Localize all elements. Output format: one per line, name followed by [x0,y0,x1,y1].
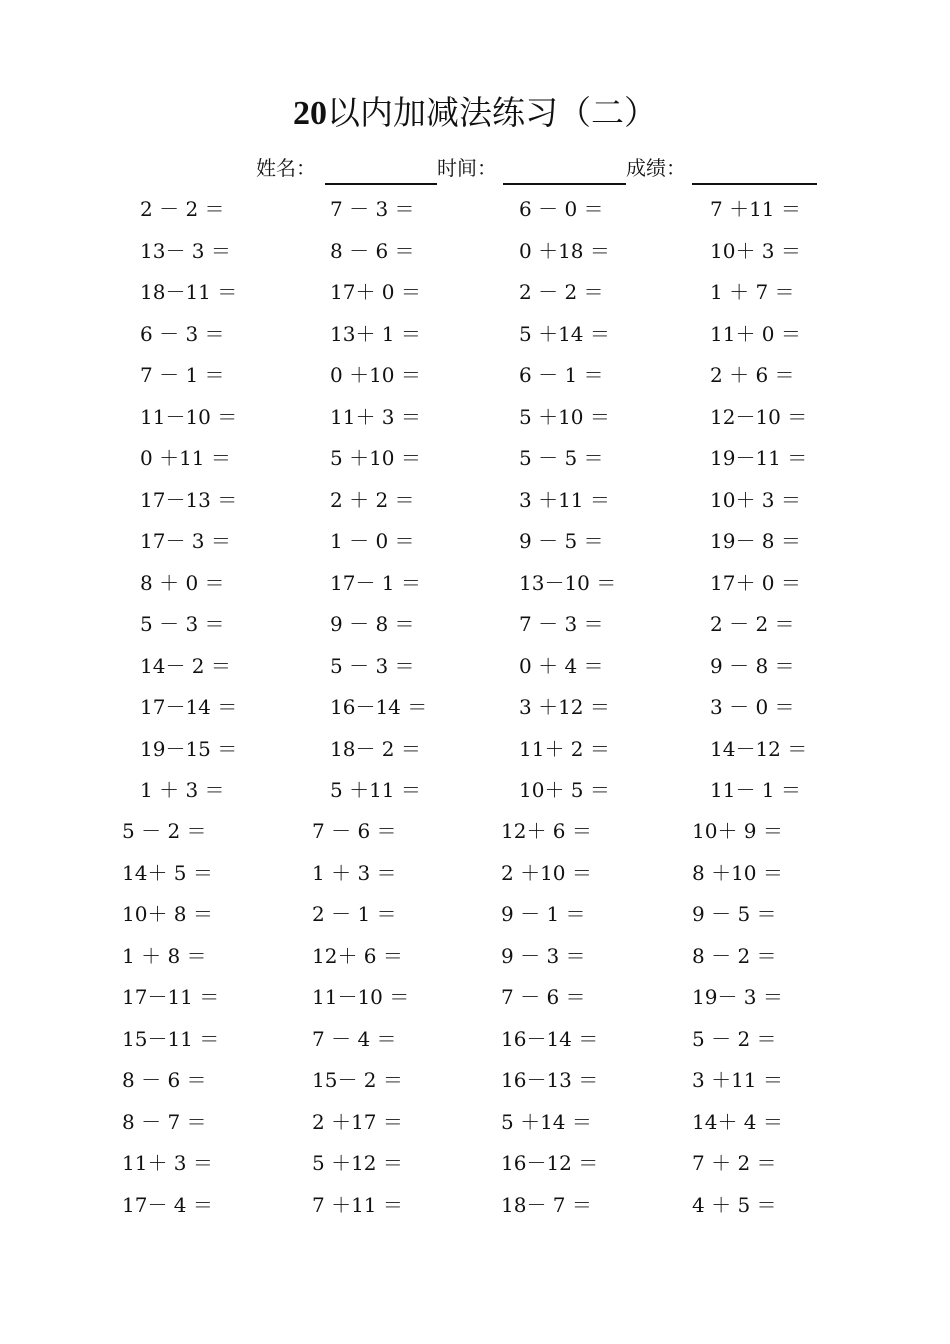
math-problem: 3 ＋11 ＝ [519,488,610,512]
math-problem: 11＋ 0 ＝ [710,322,801,346]
math-problem: 8 － 2 ＝ [692,944,777,968]
math-problem: 7 － 1 ＝ [140,363,225,387]
score-blank-field[interactable] [692,152,817,185]
time-blank-field[interactable] [503,152,626,185]
math-problem: 17＋ 0 ＝ [710,571,801,595]
math-problem: 6 － 1 ＝ [519,363,604,387]
math-problem: 19－ 3 ＝ [692,985,783,1009]
math-problem: 5 ＋12 ＝ [312,1151,403,1175]
math-problem: 7 － 3 ＝ [330,197,415,221]
math-problem: 7 － 6 ＝ [501,985,586,1009]
math-problem: 10＋ 3 ＝ [710,488,801,512]
math-problem: 17－11 ＝ [122,985,220,1009]
math-problem: 2 － 1 ＝ [312,902,397,926]
math-problem: 2 ＋ 6 ＝ [710,363,795,387]
math-problem: 5 － 2 ＝ [692,1027,777,1051]
math-problem: 5 ＋11 ＝ [330,778,421,802]
math-problem: 18－11 ＝ [140,280,238,304]
math-problem: 7 － 6 ＝ [312,819,397,843]
page-title [0,90,950,137]
math-problem: 3 ＋12 ＝ [519,695,610,719]
math-problem: 1 ＋ 8 ＝ [122,944,207,968]
math-problem: 8 － 6 ＝ [330,239,415,263]
math-problem: 9 － 5 ＝ [519,529,604,553]
math-problem: 17－13 ＝ [140,488,238,512]
math-problem: 13＋ 1 ＝ [330,322,421,346]
math-problem: 17＋ 0 ＝ [330,280,421,304]
math-problem: 9 － 1 ＝ [501,902,586,926]
math-problem: 18－ 7 ＝ [501,1193,592,1217]
math-problem: 9 － 5 ＝ [692,902,777,926]
math-problem: 13－10 ＝ [519,571,617,595]
math-problem: 15－ 2 ＝ [312,1068,403,1092]
math-problem: 5 － 3 ＝ [330,654,415,678]
title-number: 20 [293,95,327,132]
math-problem: 17－ 4 ＝ [122,1193,213,1217]
math-problem: 8 － 7 ＝ [122,1110,207,1134]
math-problem: 11－ 1 ＝ [710,778,801,802]
math-problem: 1 － 0 ＝ [330,529,415,553]
math-problem: 2 － 2 ＝ [519,280,604,304]
math-problem: 5 ＋10 ＝ [330,446,421,470]
math-problem: 0 ＋10 ＝ [330,363,421,387]
math-problem: 16－14 ＝ [330,695,428,719]
math-problem: 8 － 6 ＝ [122,1068,207,1092]
student-info-row [256,152,856,184]
math-problem: 9 － 8 ＝ [330,612,415,636]
math-problem: 2 ＋17 ＝ [312,1110,403,1134]
math-problem: 5 ＋10 ＝ [519,405,610,429]
math-problem: 12－10 ＝ [710,405,808,429]
math-problem: 7 － 3 ＝ [519,612,604,636]
math-problem: 16－14 ＝ [501,1027,599,1051]
math-problem: 5 ＋14 ＝ [501,1110,592,1134]
math-problem: 10＋ 8 ＝ [122,902,213,926]
math-problem: 17－ 3 ＝ [140,529,231,553]
math-problem: 16－13 ＝ [501,1068,599,1092]
math-problem: 5 － 3 ＝ [140,612,225,636]
math-problem: 7 － 4 ＝ [312,1027,397,1051]
math-problem: 13－ 3 ＝ [140,239,231,263]
math-problem: 14＋ 4 ＝ [692,1110,783,1134]
math-problem: 14＋ 5 ＝ [122,861,213,885]
math-problem: 11＋ 2 ＝ [519,737,610,761]
math-problem: 10＋ 5 ＝ [519,778,610,802]
math-problem: 16－12 ＝ [501,1151,599,1175]
math-problem: 11＋ 3 ＝ [330,405,421,429]
math-problem: 7 ＋ 2 ＝ [692,1151,777,1175]
math-problem: 3 ＋11 ＝ [692,1068,783,1092]
math-problem: 17－14 ＝ [140,695,238,719]
math-problem: 2 － 2 ＝ [710,612,795,636]
math-problem: 12＋ 6 ＝ [501,819,592,843]
math-problem: 4 ＋ 5 ＝ [692,1193,777,1217]
math-problem: 3 － 0 ＝ [710,695,795,719]
math-problem: 19－11 ＝ [710,446,808,470]
math-problem: 6 － 0 ＝ [519,197,604,221]
math-problem: 10＋ 9 ＝ [692,819,783,843]
math-problem: 2 ＋ 2 ＝ [330,488,415,512]
math-problem: 11－10 ＝ [140,405,238,429]
score-label: 成绩： [626,156,686,180]
title-text: 以内加减法练习（二） [327,93,657,132]
math-problem: 19－15 ＝ [140,737,238,761]
math-problem: 0 ＋18 ＝ [519,239,610,263]
time-label: 时间： [437,156,497,180]
math-problem: 19－ 8 ＝ [710,529,801,553]
math-problem: 11＋ 3 ＝ [122,1151,213,1175]
math-problem: 8 ＋ 0 ＝ [140,571,225,595]
math-problem: 1 ＋ 3 ＝ [312,861,397,885]
math-problem: 11－10 ＝ [312,985,410,1009]
name-blank-field[interactable] [325,152,437,185]
math-problem: 18－ 2 ＝ [330,737,421,761]
math-problem: 9 － 3 ＝ [501,944,586,968]
name-label: 姓名： [256,156,316,180]
math-problem: 7 ＋11 ＝ [312,1193,403,1217]
math-problem: 10＋ 3 ＝ [710,239,801,263]
math-problem: 9 － 8 ＝ [710,654,795,678]
math-problem: 1 ＋ 7 ＝ [710,280,795,304]
math-problem: 0 ＋ 4 ＝ [519,654,604,678]
math-problem: 2 ＋10 ＝ [501,861,592,885]
math-problem: 14－12 ＝ [710,737,808,761]
math-problem: 2 － 2 ＝ [140,197,225,221]
math-problem: 17－ 1 ＝ [330,571,421,595]
math-problem: 5 ＋14 ＝ [519,322,610,346]
math-problem: 12＋ 6 ＝ [312,944,403,968]
math-problem: 0 ＋11 ＝ [140,446,231,470]
math-problem: 1 ＋ 3 ＝ [140,778,225,802]
math-problem: 5 － 2 ＝ [122,819,207,843]
math-problem: 8 ＋10 ＝ [692,861,783,885]
math-problem: 6 － 3 ＝ [140,322,225,346]
math-problem: 5 － 5 ＝ [519,446,604,470]
math-problem: 14－ 2 ＝ [140,654,231,678]
math-problem: 7 ＋11 ＝ [710,197,801,221]
math-problem: 15－11 ＝ [122,1027,220,1051]
